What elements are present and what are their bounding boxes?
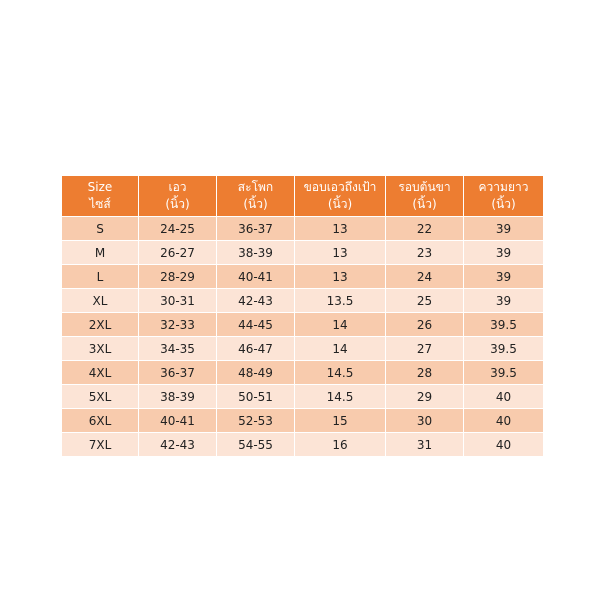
table-cell: 38-39 — [139, 385, 217, 409]
size-chart-table — [62, 176, 543, 457]
table-row — [62, 361, 543, 385]
table-cell: 39.5 — [464, 313, 543, 337]
header-waist — [139, 176, 217, 217]
table-cell: 40-41 — [217, 265, 295, 289]
table-cell: 39 — [464, 265, 543, 289]
header-sublabel: ไซส์ — [89, 197, 111, 211]
table-cell: 36-37 — [217, 217, 295, 241]
table-cell: 26-27 — [139, 241, 217, 265]
table-cell: 36-37 — [139, 361, 217, 385]
size-chart-header — [62, 176, 543, 217]
table-cell: 13 — [295, 217, 386, 241]
table-cell: 15 — [295, 409, 386, 433]
header-rise — [295, 176, 386, 217]
header-label: Size — [87, 180, 113, 194]
table-cell: 29 — [386, 385, 464, 409]
table-cell: 40 — [464, 385, 543, 409]
table-cell: 26 — [386, 313, 464, 337]
table-cell: 34-35 — [139, 337, 217, 361]
table-cell: 44-45 — [217, 313, 295, 337]
header-label: เอว — [168, 180, 187, 194]
table-cell: 28-29 — [139, 265, 217, 289]
table-cell: 50-51 — [217, 385, 295, 409]
table-cell: 13 — [295, 241, 386, 265]
table-cell: 40 — [464, 433, 543, 457]
table-cell: 14 — [295, 337, 386, 361]
table-cell: XL — [62, 289, 139, 313]
table-cell: M — [62, 241, 139, 265]
header-label: ขอบเอวถึงเป้า — [303, 180, 377, 194]
table-cell: 6XL — [62, 409, 139, 433]
table-cell: 42-43 — [139, 433, 217, 457]
table-cell: 13 — [295, 265, 386, 289]
header-sublabel: (นิ้ว) — [412, 197, 437, 211]
table-cell: 38-39 — [217, 241, 295, 265]
table-cell: 40 — [464, 409, 543, 433]
table-cell: 32-33 — [139, 313, 217, 337]
table-cell: S — [62, 217, 139, 241]
header-sublabel: (นิ้ว) — [491, 197, 516, 211]
table-cell: 4XL — [62, 361, 139, 385]
table-cell: 23 — [386, 241, 464, 265]
table-cell: 25 — [386, 289, 464, 313]
table-cell: 39.5 — [464, 361, 543, 385]
table-cell: 14.5 — [295, 385, 386, 409]
table-row — [62, 409, 543, 433]
table-cell: 39 — [464, 289, 543, 313]
table-cell: 5XL — [62, 385, 139, 409]
table-cell: 28 — [386, 361, 464, 385]
header-sublabel: (นิ้ว) — [327, 197, 353, 211]
table-cell: 27 — [386, 337, 464, 361]
table-cell: 14.5 — [295, 361, 386, 385]
header-label: ความยาว — [478, 180, 529, 194]
table-cell: 7XL — [62, 433, 139, 457]
header-sublabel: (นิ้ว) — [165, 197, 190, 211]
header-thigh — [386, 176, 464, 217]
table-cell: 24-25 — [139, 217, 217, 241]
header-length — [464, 176, 543, 217]
table-row — [62, 217, 543, 241]
table-cell: 16 — [295, 433, 386, 457]
table-cell: 39.5 — [464, 337, 543, 361]
table-cell: L — [62, 265, 139, 289]
table-row — [62, 265, 543, 289]
table-row — [62, 337, 543, 361]
table-cell: 30-31 — [139, 289, 217, 313]
table-row — [62, 433, 543, 457]
table-cell: 40-41 — [139, 409, 217, 433]
header-hip — [217, 176, 295, 217]
header-size — [62, 176, 139, 217]
table-cell: 2XL — [62, 313, 139, 337]
table-cell: 39 — [464, 217, 543, 241]
table-cell: 54-55 — [217, 433, 295, 457]
table-cell: 46-47 — [217, 337, 295, 361]
table-cell: 48-49 — [217, 361, 295, 385]
header-label: รอบต้นขา — [398, 180, 451, 194]
header-sublabel: (นิ้ว) — [243, 197, 268, 211]
table-cell: 31 — [386, 433, 464, 457]
table-cell: 13.5 — [295, 289, 386, 313]
table-cell: 3XL — [62, 337, 139, 361]
table-cell: 39 — [464, 241, 543, 265]
table-cell: 14 — [295, 313, 386, 337]
table-cell: 22 — [386, 217, 464, 241]
table-cell: 42-43 — [217, 289, 295, 313]
header-label: สะโพก — [237, 180, 274, 194]
table-row — [62, 385, 543, 409]
table-row — [62, 241, 543, 265]
header-row — [62, 176, 543, 217]
size-chart-body — [62, 217, 543, 457]
table-row — [62, 313, 543, 337]
table-cell: 30 — [386, 409, 464, 433]
table-cell: 24 — [386, 265, 464, 289]
table-row — [62, 289, 543, 313]
table-cell: 52-53 — [217, 409, 295, 433]
